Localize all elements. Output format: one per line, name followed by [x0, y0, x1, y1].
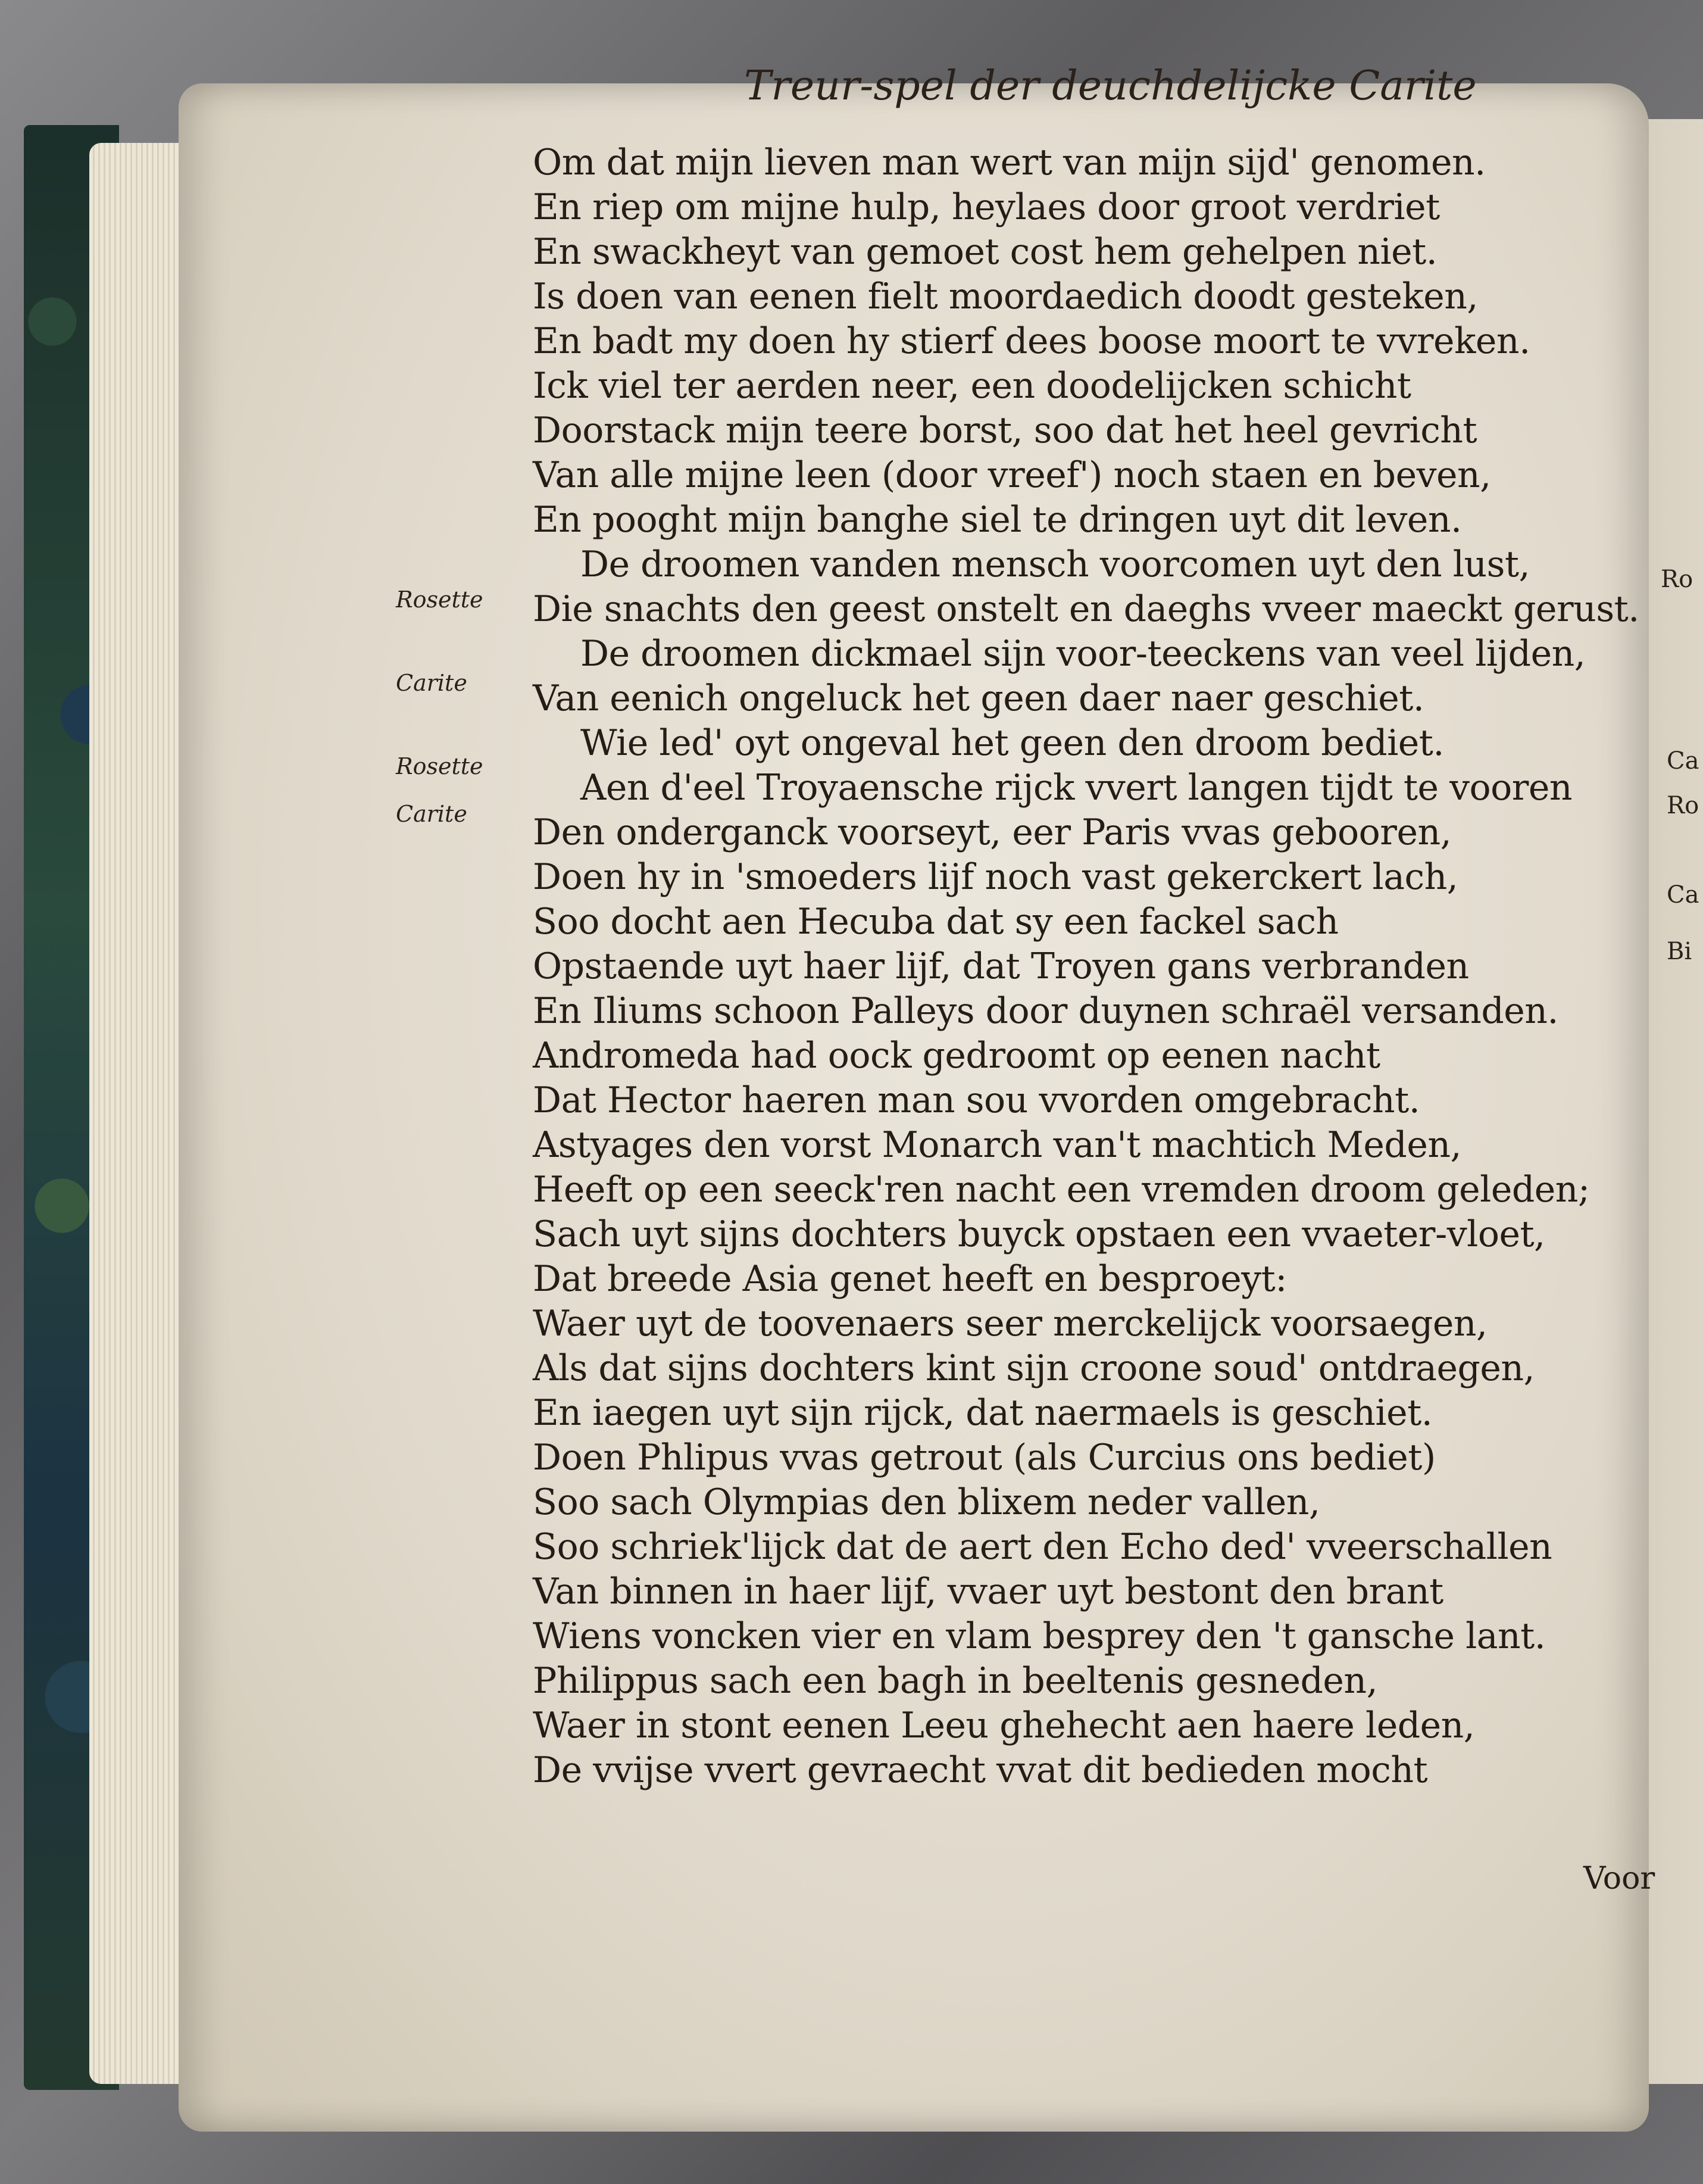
verse-line: Dat breede Asia genet heeft en besproeyt:: [533, 1258, 1287, 1300]
verse-line: Sach uyt sijns dochters buyck opstaen een vvaeter-vloet,: [533, 1213, 1545, 1255]
verse-line: Waer uyt de toovenaers seer merckelijck voorsaegen,: [533, 1303, 1488, 1344]
verse-line: Van eenich ongeluck het geen daer naer geschiet.: [533, 678, 1424, 719]
verse-line: Wiens voncken vier en vlam besprey den 't gansche lant.: [533, 1615, 1546, 1657]
speaker-label: Rosette: [396, 753, 483, 779]
verse-line: En iaegen uyt sijn rijck, dat naermaels is geschiet.: [533, 1392, 1433, 1434]
verse-line: En riep om mijne hulp, heylaes door groot verdriet: [533, 186, 1440, 228]
verse-line: Als dat sijns dochters kint sijn croone soud' ontdraegen,: [533, 1347, 1535, 1389]
verse-line: De droomen vanden mensch voorcomen uyt den lust,: [580, 544, 1530, 585]
verse-line: Van alle mijne leen (door vreef') noch staen en beven,: [533, 454, 1491, 496]
catchword: Voor: [1583, 1861, 1655, 1896]
verse-line: Heeft op een seeck'ren nacht een vremden droom geleden;: [533, 1169, 1590, 1210]
verse-line: Doen Phlipus vvas getrout (als Curcius ons bediet): [533, 1437, 1436, 1478]
verse-line: Doorstack mijn teere borst, soo dat het heel gevricht: [533, 410, 1477, 451]
verse-line: Wie led' oyt ongeval het geen den droom bediet.: [580, 722, 1444, 764]
verse-line: Andromeda had oock gedroomt op eenen nacht: [533, 1035, 1380, 1077]
verse-line: Is doen van eenen fielt moordaedich doodt gesteken,: [533, 276, 1478, 317]
verse-line: Die snachts den geest onstelt en daeghs vveer maeckt gerust.: [533, 588, 1639, 630]
verse-line: Philippus sach een bagh in beeltenis gesneden,: [533, 1660, 1378, 1702]
running-title: Treur-spel der deuchdelijcke Carite: [744, 63, 1477, 110]
verse-line: En Iliums schoon Palleys door duynen schraël versanden.: [533, 990, 1558, 1032]
verse-line: Om dat mijn lieven man wert van mijn sijd' genomen.: [533, 142, 1486, 183]
facing-page-fragment: Bi: [1667, 938, 1692, 965]
verse-line: Soo schriek'lijck dat de aert den Echo ded' vveerschallen: [533, 1526, 1552, 1568]
verse-line: En swackheyt van gemoet cost hem gehelpen niet.: [533, 231, 1438, 273]
verse-line: Astyages den vorst Monarch van't machtich Meden,: [533, 1124, 1462, 1166]
verse-line: Soo docht aen Hecuba dat sy een fackel sach: [533, 901, 1339, 943]
verse-line: Soo sach Olympias den blixem neder vallen,: [533, 1481, 1320, 1523]
verse-line: En pooght mijn banghe siel te dringen uyt dit leven.: [533, 499, 1462, 541]
verse-line: Van binnen in haer lijf, vvaer uyt bestont den brant: [533, 1571, 1443, 1612]
verse-line: Opstaende uyt haer lijf, dat Troyen gans verbranden: [533, 946, 1469, 987]
verse-line: Aen d'eel Troyaensche rijck vvert langen tijdt te vooren: [580, 767, 1573, 809]
verse-line: En badt my doen hy stierf dees boose moort te vvreken.: [533, 320, 1530, 362]
verse-line: Ick viel ter aerden neer, een doodelijcken schicht: [533, 365, 1411, 407]
facing-page-fragment: Ca: [1667, 881, 1699, 909]
verse-line: Den onderganck voorseyt, eer Paris vvas gebooren,: [533, 812, 1452, 853]
verse-line: Waer in stont eenen Leeu ghehecht aen haere leden,: [533, 1705, 1475, 1746]
facing-page-fragment: Ro: [1661, 566, 1693, 593]
facing-page-fragment: Ca: [1667, 747, 1699, 775]
speaker-label: Carite: [396, 670, 467, 696]
verse-line: Dat Hector haeren man sou vvorden omgebracht.: [533, 1079, 1420, 1121]
speaker-label: Carite: [396, 801, 467, 827]
verse-line: De droomen dickmael sijn voor-teeckens van veel lijden,: [580, 633, 1586, 675]
verse-line: De vvijse vvert gevraecht vvat dit bedieden mocht: [533, 1749, 1428, 1791]
speaker-label: Rosette: [396, 586, 483, 613]
facing-page-fragment: Ro: [1667, 792, 1699, 819]
verse-line: Doen hy in 'smoeders lijf noch vast gekerckert lach,: [533, 856, 1458, 898]
